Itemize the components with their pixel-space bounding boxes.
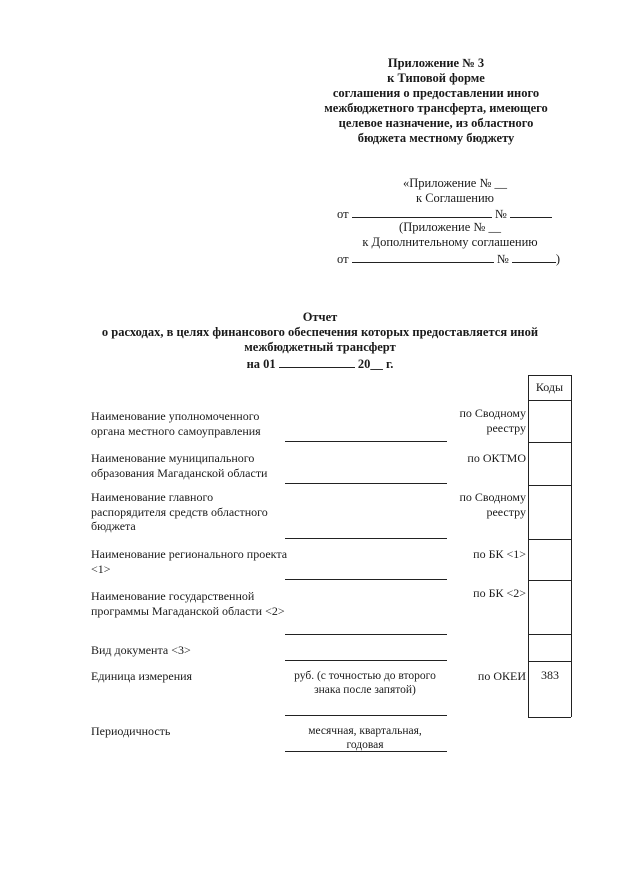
from-label: от bbox=[337, 252, 349, 266]
codes-divider bbox=[528, 661, 571, 662]
row-value-line[interactable] bbox=[285, 634, 447, 635]
additional-date-row bbox=[337, 250, 577, 267]
code-cell[interactable] bbox=[529, 635, 571, 661]
code-cell[interactable] bbox=[529, 486, 571, 539]
periodicity-line bbox=[285, 751, 447, 752]
title-line-1: Отчет bbox=[302, 310, 338, 324]
code-cell-okei[interactable]: 383 bbox=[541, 668, 559, 682]
number-field[interactable] bbox=[512, 250, 556, 263]
codes-top-border bbox=[528, 375, 571, 376]
row-label: Наименование государственной программы Магаданской области <2> bbox=[91, 589, 285, 618]
appendix-line: межбюджетного трансферта, имеющего bbox=[324, 101, 548, 115]
from-label: от bbox=[337, 207, 349, 221]
row-value-line[interactable] bbox=[285, 538, 447, 539]
appendix-header bbox=[300, 56, 572, 146]
row-label: Наименование муниципального образования Магаданской области bbox=[91, 451, 268, 480]
codes-bottom-border bbox=[528, 717, 571, 718]
row-code-label: по Сводному реестру bbox=[459, 406, 526, 435]
code-cell[interactable] bbox=[529, 443, 571, 485]
periodicity-value: месячная, квартальная, годовая bbox=[308, 725, 422, 751]
row-code-label: по БК <2> bbox=[473, 586, 526, 600]
number-field[interactable] bbox=[510, 205, 552, 218]
code-cell[interactable] bbox=[529, 540, 571, 580]
title-date-row bbox=[80, 355, 560, 372]
additional-line-3: (Приложение № __ bbox=[399, 220, 501, 234]
row-label: Наименование регионального проекта <1> bbox=[91, 547, 288, 576]
row-value-line[interactable] bbox=[285, 660, 447, 661]
report-date-field[interactable] bbox=[279, 355, 355, 368]
row-code-label: по Сводному реестру bbox=[459, 490, 526, 519]
date-prefix: на 01 bbox=[246, 357, 276, 371]
additional-ref bbox=[350, 220, 550, 250]
row-code-label: по БК <1> bbox=[473, 547, 526, 561]
agreement-line-1: «Приложение № __ bbox=[402, 176, 508, 190]
appendix-line: Приложение № 3 bbox=[387, 56, 485, 70]
row-value-line bbox=[285, 715, 447, 716]
number-label: № bbox=[496, 252, 509, 266]
agreement-line-2: к Соглашению bbox=[416, 191, 494, 205]
appendix-line: бюджета местному бюджету bbox=[357, 131, 515, 145]
title-line-3: межбюджетный трансферт bbox=[244, 340, 396, 354]
date-field[interactable] bbox=[352, 250, 494, 263]
row-label: Единица измерения bbox=[91, 669, 193, 683]
appendix-line: целевое назначение, из областного bbox=[338, 116, 534, 130]
row-value-line[interactable] bbox=[285, 579, 447, 580]
date-year: 20__ г. bbox=[357, 357, 394, 371]
title-line-2: о расходах, в целях финансового обеспечения которых предоставляется иной bbox=[101, 325, 539, 339]
periodicity-label: Периодичность bbox=[91, 724, 171, 738]
code-cell[interactable] bbox=[529, 401, 571, 442]
unit-value: руб. (с точностью до второго знака после запятой) bbox=[294, 670, 436, 696]
appendix-line: соглашения о предоставлении иного bbox=[332, 86, 540, 100]
row-label: Наименование главного распорядителя средств областного бюджета bbox=[91, 490, 268, 533]
additional-line-4: к Дополнительному соглашению bbox=[362, 235, 538, 249]
report-title bbox=[80, 310, 560, 372]
row-label: Наименование уполномоченного органа местного самоуправления bbox=[91, 409, 261, 438]
close-paren: ) bbox=[555, 252, 561, 266]
agreement-ref bbox=[390, 176, 520, 206]
date-field[interactable] bbox=[352, 205, 492, 218]
row-code-label: по ОКЕИ bbox=[477, 669, 526, 683]
row-code-label: по ОКТМО bbox=[467, 451, 526, 465]
row-value-line[interactable] bbox=[285, 441, 447, 442]
code-cell[interactable] bbox=[529, 581, 571, 634]
row-value-line[interactable] bbox=[285, 483, 447, 484]
codes-right-border bbox=[571, 375, 572, 717]
number-label: № bbox=[494, 207, 507, 221]
row-label: Вид документа <3> bbox=[91, 643, 191, 657]
codes-header: Коды bbox=[535, 380, 564, 394]
appendix-line: к Типовой форме bbox=[387, 71, 485, 85]
